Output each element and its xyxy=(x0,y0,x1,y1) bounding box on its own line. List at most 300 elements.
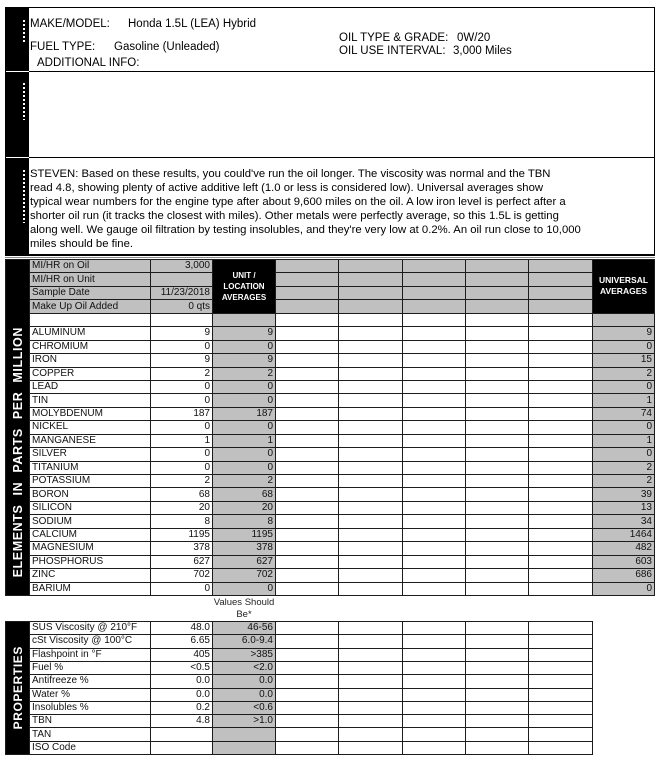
blank-cell xyxy=(213,314,275,326)
unit-averages-header: UNIT / LOCATION AVERAGES xyxy=(213,260,275,313)
history-cell xyxy=(466,341,528,353)
history-cell xyxy=(529,622,592,634)
element-universal-average: 1464 xyxy=(593,529,654,541)
history-cell xyxy=(276,502,338,514)
universal-averages-header: UNIVERSAL AVERAGES xyxy=(593,260,654,313)
blank-cell xyxy=(529,314,592,326)
property-name: cSt Viscosity @ 100°C xyxy=(30,635,150,647)
history-cell xyxy=(339,327,402,339)
element-value: 0 xyxy=(151,394,212,406)
element-name: BORON xyxy=(30,488,150,500)
blank-cell xyxy=(403,314,465,326)
elements-section-bar xyxy=(6,260,29,595)
comment-line: along well. We gauge oil filtration by testing insolubles, and they're very low at 0.2%. An oil run close to 10,000 xyxy=(30,223,581,236)
history-cell xyxy=(276,475,338,487)
property-should-be xyxy=(213,742,275,754)
unit-tab-label-marks xyxy=(23,20,25,42)
history-cell xyxy=(276,341,338,353)
sample-info-value xyxy=(151,273,212,285)
history-cell xyxy=(276,273,338,285)
unit-section-tab xyxy=(5,7,29,71)
history-cell xyxy=(339,448,402,460)
element-universal-average: 74 xyxy=(593,408,654,420)
element-unit-average: 187 xyxy=(213,408,275,420)
blank-cell xyxy=(276,314,338,326)
element-name: CALCIUM xyxy=(30,529,150,541)
blank-cell xyxy=(339,314,402,326)
element-unit-average: 8 xyxy=(213,515,275,527)
property-should-be: <0.6 xyxy=(213,702,275,714)
history-cell xyxy=(339,273,402,285)
element-universal-average: 2 xyxy=(593,462,654,474)
history-cell xyxy=(403,742,465,754)
element-universal-average: 15 xyxy=(593,354,654,366)
history-cell xyxy=(466,728,528,740)
element-universal-average: 482 xyxy=(593,542,654,554)
history-cell xyxy=(339,287,402,299)
history-cell xyxy=(276,368,338,380)
history-cell xyxy=(339,728,402,740)
property-should-be: 0.0 xyxy=(213,689,275,701)
history-cell xyxy=(276,462,338,474)
element-name: COPPER xyxy=(30,368,150,380)
history-cell xyxy=(529,300,592,312)
history-cell xyxy=(529,435,592,447)
section-divider xyxy=(29,157,655,158)
element-unit-average: 2 xyxy=(213,368,275,380)
history-cell xyxy=(339,529,402,541)
history-cell xyxy=(339,635,402,647)
history-cell xyxy=(529,354,592,366)
comment-line: miles should be fine. xyxy=(30,237,133,250)
history-cell xyxy=(403,327,465,339)
history-cell xyxy=(529,662,592,674)
element-value: 68 xyxy=(151,488,212,500)
element-universal-average: 0 xyxy=(593,421,654,433)
history-cell xyxy=(339,368,402,380)
element-unit-average: 1 xyxy=(213,435,275,447)
oil-type-value: 0W/20 xyxy=(457,32,491,44)
history-cell xyxy=(339,556,402,568)
history-cell xyxy=(276,715,338,727)
history-cell xyxy=(403,488,465,500)
element-universal-average: 0 xyxy=(593,381,654,393)
sample-info-value: 0 qts xyxy=(151,300,212,312)
element-universal-average: 603 xyxy=(593,556,654,568)
blank-cell xyxy=(593,314,654,326)
sample-info-label: Sample Date xyxy=(30,287,150,299)
history-cell xyxy=(403,515,465,527)
element-name: TITANIUM xyxy=(30,462,150,474)
history-cell xyxy=(529,273,592,285)
element-value: 0 xyxy=(151,583,212,595)
sample-info-value: 11/23/2018 xyxy=(151,287,212,299)
element-name: SILVER xyxy=(30,448,150,460)
history-cell xyxy=(403,435,465,447)
sample-info-label: MI/HR on Oil xyxy=(30,260,150,272)
history-cell xyxy=(276,435,338,447)
history-cell xyxy=(403,341,465,353)
history-cell xyxy=(529,689,592,701)
history-cell xyxy=(466,715,528,727)
element-value: 627 xyxy=(151,556,212,568)
element-unit-average: 378 xyxy=(213,542,275,554)
history-cell xyxy=(403,273,465,285)
property-value: 0.0 xyxy=(151,675,212,687)
history-cell xyxy=(339,662,402,674)
element-unit-average: 9 xyxy=(213,354,275,366)
element-unit-average: 702 xyxy=(213,569,275,581)
history-cell xyxy=(403,675,465,687)
history-cell xyxy=(466,702,528,714)
history-cell xyxy=(466,327,528,339)
element-value: 378 xyxy=(151,542,212,554)
property-name: TBN xyxy=(30,715,150,727)
history-cell xyxy=(276,529,338,541)
history-cell xyxy=(529,408,592,420)
element-value: 0 xyxy=(151,341,212,353)
element-name: POTASSIUM xyxy=(30,475,150,487)
history-cell xyxy=(339,300,402,312)
history-cell xyxy=(339,462,402,474)
element-value: 9 xyxy=(151,354,212,366)
element-name: MAGNESIUM xyxy=(30,542,150,554)
element-universal-average: 9 xyxy=(593,327,654,339)
history-cell xyxy=(403,715,465,727)
history-cell xyxy=(276,448,338,460)
history-cell xyxy=(276,649,338,661)
element-value: 187 xyxy=(151,408,212,420)
history-cell xyxy=(466,675,528,687)
history-cell xyxy=(339,622,402,634)
sample-info-value: 3,000 xyxy=(151,260,212,272)
comment-line: typical wear numbers for the engine type after about 9,600 miles on the oil. A low iron level is perfect after a xyxy=(30,195,566,208)
history-cell xyxy=(403,421,465,433)
element-value: 20 xyxy=(151,502,212,514)
history-cell xyxy=(339,569,402,581)
history-cell xyxy=(529,742,592,754)
history-cell xyxy=(339,702,402,714)
history-cell xyxy=(466,583,528,595)
history-cell xyxy=(403,583,465,595)
property-should-be: 6.0-9.4 xyxy=(213,635,275,647)
history-cell xyxy=(339,408,402,420)
property-should-be: <2.0 xyxy=(213,662,275,674)
history-cell xyxy=(529,715,592,727)
history-cell xyxy=(529,728,592,740)
comments-tab-label-marks xyxy=(23,170,25,223)
history-cell xyxy=(339,583,402,595)
property-should-be: 46-56 xyxy=(213,622,275,634)
history-cell xyxy=(339,649,402,661)
element-value: 2 xyxy=(151,475,212,487)
client-tab-label-marks xyxy=(23,83,25,120)
history-cell xyxy=(403,635,465,647)
history-cell xyxy=(466,287,528,299)
history-cell xyxy=(276,662,338,674)
history-cell xyxy=(466,529,528,541)
property-value: 48.0 xyxy=(151,622,212,634)
properties-table xyxy=(5,621,593,755)
history-cell xyxy=(276,569,338,581)
history-cell xyxy=(339,742,402,754)
element-name: BARIUM xyxy=(30,583,150,595)
element-name: CHROMIUM xyxy=(30,341,150,353)
element-universal-average: 2 xyxy=(593,368,654,380)
history-cell xyxy=(403,702,465,714)
history-cell xyxy=(403,556,465,568)
element-unit-average: 0 xyxy=(213,448,275,460)
history-cell xyxy=(403,394,465,406)
history-cell xyxy=(529,368,592,380)
element-universal-average: 34 xyxy=(593,515,654,527)
element-universal-average: 1 xyxy=(593,394,654,406)
element-name: SILICON xyxy=(30,502,150,514)
history-cell xyxy=(466,475,528,487)
oil-type-label: OIL TYPE & GRADE: xyxy=(339,32,449,44)
sample-info-label: MI/HR on Unit xyxy=(30,273,150,285)
history-cell xyxy=(403,728,465,740)
history-cell xyxy=(339,675,402,687)
history-cell xyxy=(403,354,465,366)
history-cell xyxy=(529,448,592,460)
history-cell xyxy=(466,662,528,674)
oil-interval-value: 3,000 Miles xyxy=(453,45,512,57)
element-unit-average: 0 xyxy=(213,381,275,393)
history-cell xyxy=(339,381,402,393)
element-name: PHOSPHORUS xyxy=(30,556,150,568)
oil-interval-label: OIL USE INTERVAL: xyxy=(339,45,446,57)
history-cell xyxy=(466,488,528,500)
history-cell xyxy=(466,381,528,393)
property-name: Antifreeze % xyxy=(30,675,150,687)
element-name: TIN xyxy=(30,394,150,406)
element-value: 1 xyxy=(151,435,212,447)
history-cell xyxy=(403,542,465,554)
sample-info-label: Make Up Oil Added xyxy=(30,300,150,312)
history-cell xyxy=(529,462,592,474)
element-unit-average: 9 xyxy=(213,327,275,339)
element-value: 9 xyxy=(151,327,212,339)
history-cell xyxy=(276,556,338,568)
fuel-type-value: Gasoline (Unleaded) xyxy=(114,41,220,53)
element-value: 0 xyxy=(151,421,212,433)
property-should-be xyxy=(213,728,275,740)
element-name: NICKEL xyxy=(30,421,150,433)
history-cell xyxy=(466,502,528,514)
history-cell xyxy=(466,689,528,701)
element-value: 2 xyxy=(151,368,212,380)
element-name: MANGANESE xyxy=(30,435,150,447)
element-universal-average: 13 xyxy=(593,502,654,514)
history-cell xyxy=(403,649,465,661)
additional-info-label: ADDITIONAL INFO: xyxy=(37,57,140,69)
property-value: <0.5 xyxy=(151,662,212,674)
element-name: MOLYBDENUM xyxy=(30,408,150,420)
property-name: SUS Viscosity @ 210°F xyxy=(30,622,150,634)
element-name: SODIUM xyxy=(30,515,150,527)
element-value: 8 xyxy=(151,515,212,527)
history-cell xyxy=(529,529,592,541)
comment-line: shorter oil run (it tracks the closest with miles). Other metals were perfectly average, so this 1.5L is getting xyxy=(30,209,559,222)
history-cell xyxy=(276,287,338,299)
history-cell xyxy=(466,448,528,460)
property-value: 405 xyxy=(151,649,212,661)
history-cell xyxy=(339,260,402,272)
element-unit-average: 2 xyxy=(213,475,275,487)
history-cell xyxy=(466,742,528,754)
history-cell xyxy=(403,448,465,460)
history-cell xyxy=(403,368,465,380)
history-cell xyxy=(403,502,465,514)
element-value: 0 xyxy=(151,462,212,474)
history-cell xyxy=(529,327,592,339)
history-cell xyxy=(339,421,402,433)
history-cell xyxy=(529,381,592,393)
comments-section-tab xyxy=(5,158,29,256)
history-cell xyxy=(403,622,465,634)
history-cell xyxy=(529,394,592,406)
element-unit-average: 68 xyxy=(213,488,275,500)
history-cell xyxy=(403,300,465,312)
make-model-value: Honda 1.5L (LEA) Hybrid xyxy=(128,18,257,30)
element-unit-average: 0 xyxy=(213,462,275,474)
history-cell xyxy=(276,702,338,714)
property-name: Insolubles % xyxy=(30,702,150,714)
history-cell xyxy=(276,260,338,272)
history-cell xyxy=(339,515,402,527)
element-value: 702 xyxy=(151,569,212,581)
fuel-type-label: FUEL TYPE: xyxy=(30,41,96,53)
history-cell xyxy=(276,742,338,754)
property-value xyxy=(151,742,212,754)
history-cell xyxy=(529,421,592,433)
element-universal-average: 1 xyxy=(593,435,654,447)
element-unit-average: 0 xyxy=(213,583,275,595)
history-cell xyxy=(529,475,592,487)
history-cell xyxy=(339,488,402,500)
blank-cell xyxy=(30,314,150,326)
element-name: ZINC xyxy=(30,569,150,581)
history-cell xyxy=(339,435,402,447)
history-cell xyxy=(529,260,592,272)
property-value: 0.0 xyxy=(151,689,212,701)
history-cell xyxy=(466,462,528,474)
history-cell xyxy=(466,300,528,312)
history-cell xyxy=(529,542,592,554)
element-universal-average: 2 xyxy=(593,475,654,487)
history-cell xyxy=(276,381,338,393)
history-cell xyxy=(529,515,592,527)
property-should-be: 0.0 xyxy=(213,675,275,687)
history-cell xyxy=(276,488,338,500)
history-cell xyxy=(466,394,528,406)
history-cell xyxy=(466,354,528,366)
history-cell xyxy=(529,502,592,514)
history-cell xyxy=(529,569,592,581)
history-cell xyxy=(529,583,592,595)
history-cell xyxy=(466,622,528,634)
history-cell xyxy=(276,394,338,406)
history-cell xyxy=(339,475,402,487)
history-cell xyxy=(276,675,338,687)
history-cell xyxy=(403,569,465,581)
history-cell xyxy=(339,354,402,366)
property-name: ISO Code xyxy=(30,742,150,754)
history-cell xyxy=(339,689,402,701)
blank-cell xyxy=(466,314,528,326)
make-model-label: MAKE/MODEL: xyxy=(30,18,110,30)
values-should-be-header: Values Should Be* xyxy=(213,597,275,620)
history-cell xyxy=(276,354,338,366)
history-cell xyxy=(466,408,528,420)
element-universal-average: 0 xyxy=(593,341,654,353)
history-cell xyxy=(403,287,465,299)
client-section xyxy=(29,72,654,157)
element-unit-average: 1195 xyxy=(213,529,275,541)
element-name: ALUMINUM xyxy=(30,327,150,339)
history-cell xyxy=(466,260,528,272)
history-cell xyxy=(403,462,465,474)
history-cell xyxy=(529,635,592,647)
history-cell xyxy=(529,649,592,661)
history-cell xyxy=(529,341,592,353)
history-cell xyxy=(276,421,338,433)
property-value xyxy=(151,728,212,740)
history-cell xyxy=(466,515,528,527)
history-cell xyxy=(529,287,592,299)
history-cell xyxy=(403,529,465,541)
property-name: Fuel % xyxy=(30,662,150,674)
history-cell xyxy=(276,327,338,339)
properties-section-label: PROPERTIES xyxy=(10,646,25,730)
element-unit-average: 0 xyxy=(213,341,275,353)
history-cell xyxy=(403,260,465,272)
history-cell xyxy=(276,542,338,554)
history-cell xyxy=(466,542,528,554)
history-cell xyxy=(529,702,592,714)
property-name: Water % xyxy=(30,689,150,701)
property-name: Flashpoint in °F xyxy=(30,649,150,661)
property-should-be: >1.0 xyxy=(213,715,275,727)
element-universal-average: 686 xyxy=(593,569,654,581)
history-cell xyxy=(466,649,528,661)
history-cell xyxy=(403,381,465,393)
element-value: 0 xyxy=(151,381,212,393)
property-value: 6.65 xyxy=(151,635,212,647)
history-cell xyxy=(339,341,402,353)
element-value: 0 xyxy=(151,448,212,460)
property-value: 0.2 xyxy=(151,702,212,714)
history-cell xyxy=(466,569,528,581)
element-universal-average: 0 xyxy=(593,448,654,460)
history-cell xyxy=(276,728,338,740)
history-cell xyxy=(466,556,528,568)
history-cell xyxy=(276,622,338,634)
element-universal-average: 39 xyxy=(593,488,654,500)
history-cell xyxy=(466,635,528,647)
history-cell xyxy=(403,689,465,701)
history-cell xyxy=(276,300,338,312)
history-cell xyxy=(339,502,402,514)
history-cell xyxy=(466,273,528,285)
history-cell xyxy=(276,583,338,595)
history-cell xyxy=(466,435,528,447)
blank-cell xyxy=(151,314,212,326)
history-cell xyxy=(466,368,528,380)
history-cell xyxy=(276,635,338,647)
property-name: TAN xyxy=(30,728,150,740)
